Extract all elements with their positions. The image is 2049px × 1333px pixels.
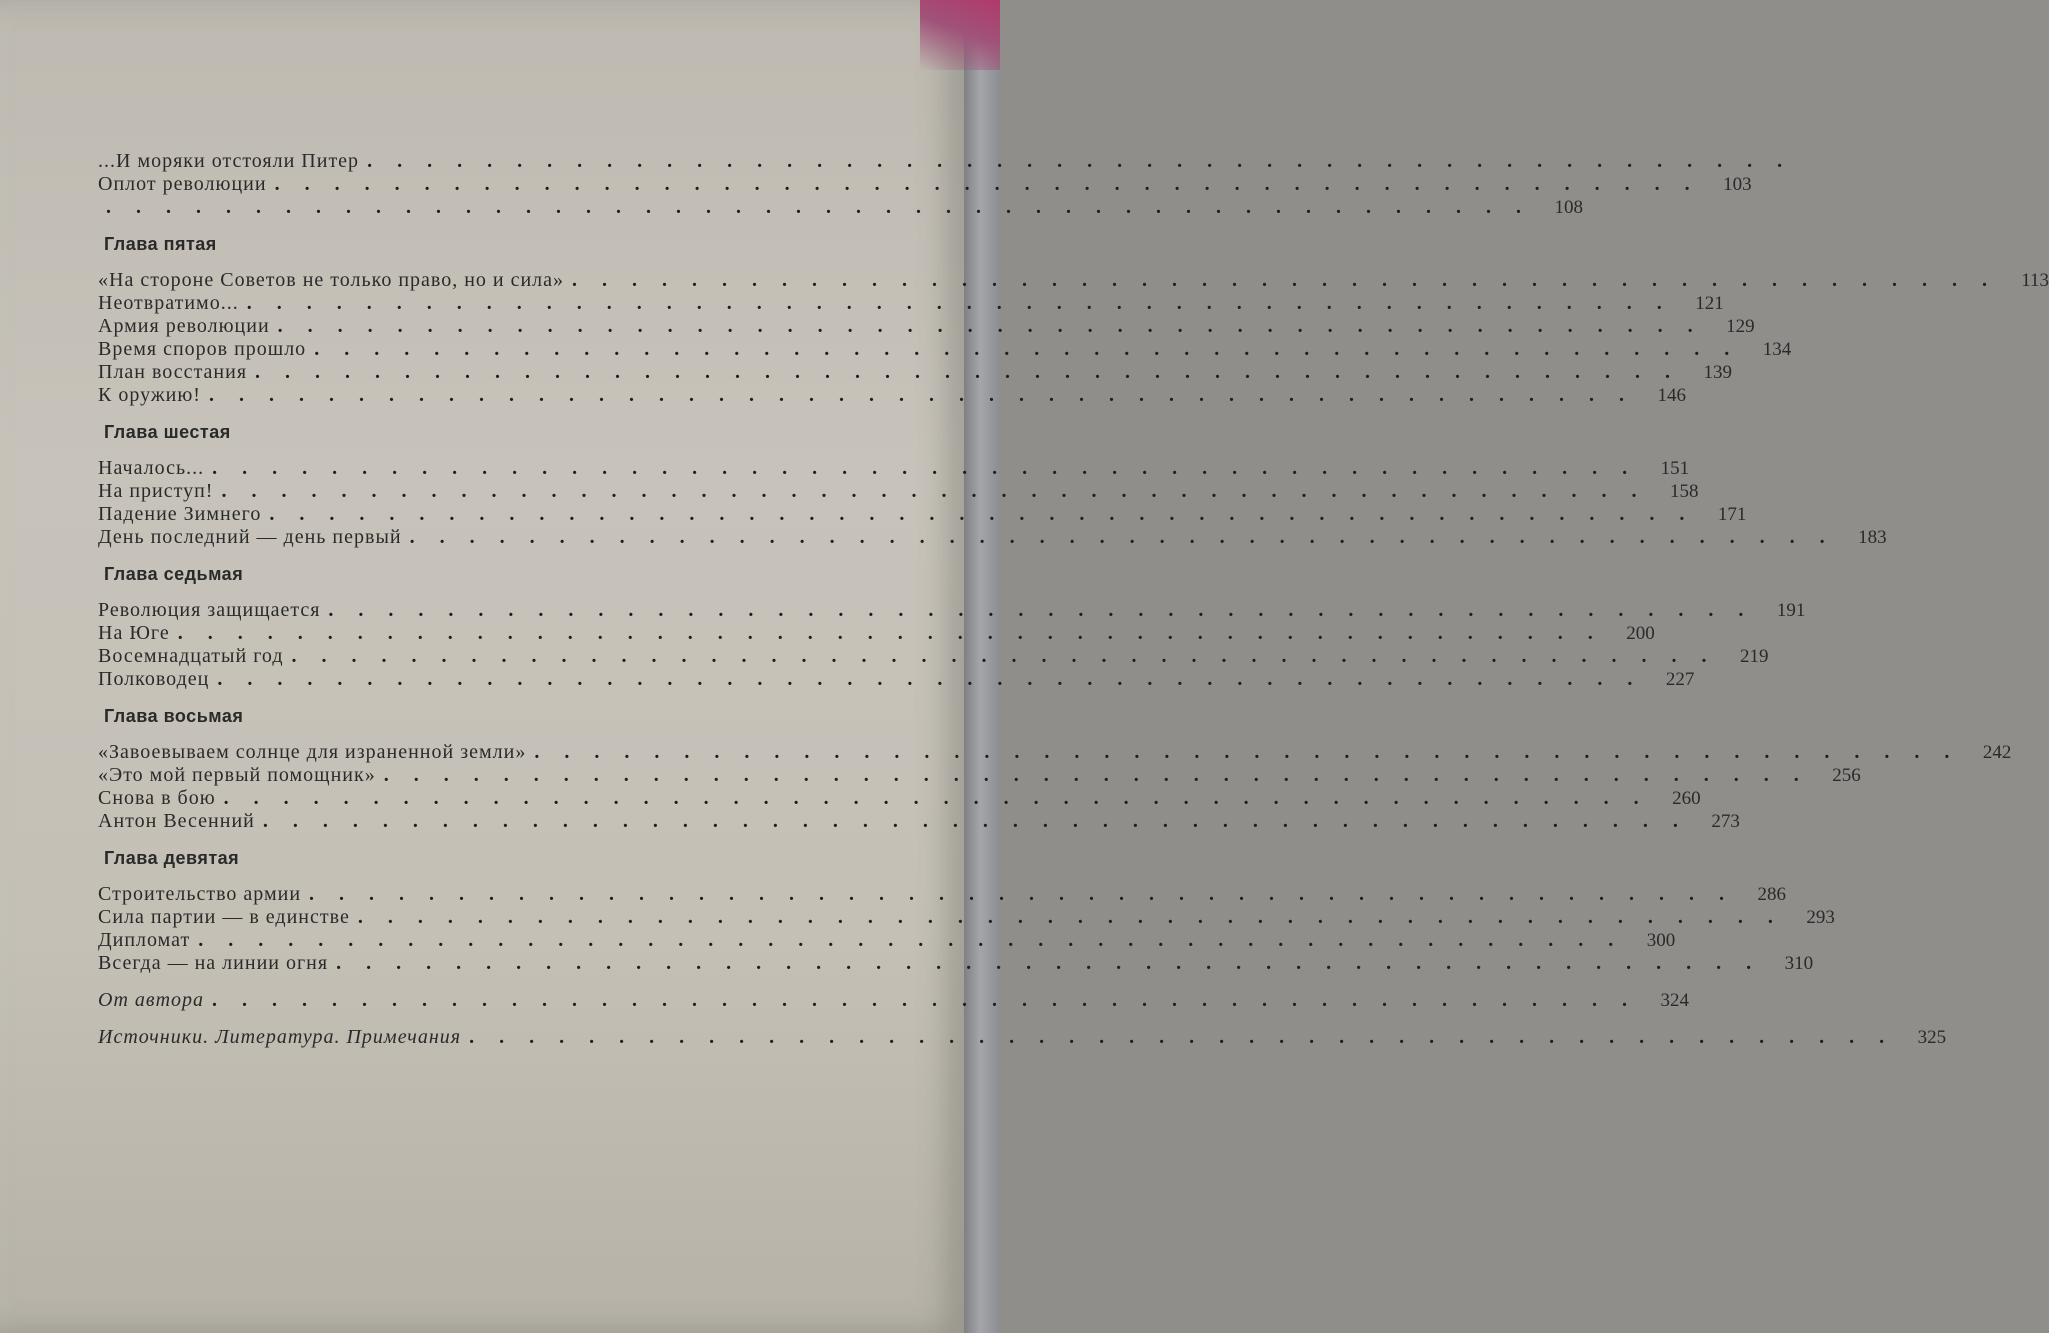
toc-entry-title: Антон Весенний: [98, 810, 255, 832]
toc-entry-page: 134: [1762, 339, 1792, 360]
toc-entry: [90, 361, 1733, 384]
toc-entry: [90, 810, 1740, 833]
toc-section: [90, 233, 2049, 407]
toc-entry: [90, 952, 1814, 975]
dot-leader: . . . . . . . . . . . . . . . . . . . . . . . . . . . . . . . . . . . . . . . . . . . . . . . .: [221, 480, 1647, 502]
toc-entry-title: Снова в бою: [98, 787, 216, 809]
toc-entry-title: План восстания: [98, 361, 248, 383]
dot-leader: . . . . . . . . . . . . . . . . . . . . . . . . . . . . . . . . . . . . . . . . . . . . . . . .: [106, 196, 1531, 218]
toc-entry-page: 273: [1711, 811, 1740, 832]
dot-leader: . . . . . . . . . . . . . . . . . . . . . . . . . . . . . . . . . . . . . . . . . . . . . . . .: [177, 622, 1603, 644]
toc-entry: [90, 764, 1861, 787]
toc-entry: [90, 741, 2012, 764]
dot-leader: . . . . . . . . . . . . . . . . . . . . . . . . . . . . . . . . . . . . . . . . . . . . . . . .: [328, 599, 1754, 621]
toc-entry-page: 183: [1858, 527, 1887, 548]
toc-entry-page: 129: [1726, 316, 1755, 337]
toc-section: [90, 705, 2012, 833]
toc-entry-page: 191: [1776, 600, 1806, 621]
toc-entry-title: Революция защищается: [98, 599, 321, 621]
dot-leader: . . . . . . . . . . . . . . . . . . . . . . . . . . . . . . . . . . . . . . . . . . . . . . . .: [277, 315, 1703, 337]
toc-entry: [90, 457, 1690, 480]
toc-entry-page: 260: [1672, 788, 1701, 809]
toc-entry-page: 151: [1660, 458, 1690, 479]
toc-entry: [90, 150, 1793, 173]
toc-entry: [90, 338, 1792, 361]
dot-leader: . . . . . . . . . . . . . . . . . . . . . . . . . . . . . . . . . . . . . . . . . . . . . . . .: [262, 810, 1688, 832]
toc-entry-title: Армия революции: [98, 315, 270, 337]
toc-entry: [90, 480, 1699, 503]
dot-leader: . . . . . . . . . . . . . . . . . . . . . . . . . . . . . . . . . . . . . . . . . . . . . . . .: [291, 645, 1717, 667]
toc-entry-page: 158: [1669, 481, 1699, 502]
dot-leader: . . . . . . . . . . . . . . . . . . . . . . . . . . . . . . . . . . . . . . . . . . . . . . . .: [223, 787, 1649, 809]
toc-entry-page: 286: [1757, 884, 1787, 905]
toc-entry-title: Источники. Литература. Примечания: [98, 1026, 462, 1048]
dot-leader: . . . . . . . . . . . . . . . . . . . . . . . . . . . . . . . . . . . . . . . . . . . . . . . .: [336, 952, 1762, 974]
toc-entry-title: К оружию!: [98, 384, 201, 406]
dot-leader: . . . . . . . . . . . . . . . . . . . . . . . . . . . . . . . . . . . . . . . . . . . . . . . .: [383, 764, 1809, 786]
spacer: [90, 975, 875, 989]
toc-entry: [90, 292, 1724, 315]
back-matter: [90, 975, 1947, 1049]
toc-entry-title: От автора: [98, 989, 205, 1011]
toc-entry-page: 227: [1665, 669, 1695, 690]
dot-leader: . . . . . . . . . . . . . . . . . . . . . . . . . . . . . . . . . . . . . . . . . . . . . . . .: [269, 503, 1695, 525]
toc-entry: [90, 526, 1887, 549]
dot-leader: . . . . . . . . . . . . . . . . . . . . . . . . . . . . . . . . . . . . . . . . . . . . . . . .: [255, 361, 1681, 383]
toc-entry: [90, 503, 1747, 526]
toc-section: [90, 150, 1793, 219]
dot-leader: . . . . . . . . . . . . . . . . . . . . . . . . . . . . . . . . . . . . . . . . . . . . . . . .: [409, 526, 1835, 548]
chapter-heading: Глава шестая: [104, 422, 231, 442]
toc-entry-page: 256: [1832, 765, 1861, 786]
toc-entry-title: На Юге: [98, 622, 170, 644]
dot-leader: . . . . . . . . . . . . . . . . . . . . . . . . . . . . . . . . . . . . . . . . . . . . . . . .: [212, 457, 1638, 479]
dot-leader: . . . . . . . . . . . . . . . . . . . . . . . . . . . . . . . . . . . . . . . . . . . . . . . .: [469, 1026, 1895, 1048]
table-of-contents: [90, 150, 2049, 1049]
toc-entry-title: Полководец: [98, 668, 210, 690]
toc-entry: [90, 622, 1655, 645]
chapter-heading: Глава седьмая: [104, 564, 244, 584]
toc-entry-title: Всегда — на линии огня: [98, 952, 329, 974]
dot-leader: . . . . . . . . . . . . . . . . . . . . . . . . . . . . . . . . . . . . . . . . . . . . . . . .: [217, 668, 1643, 690]
chapter-heading: Глава пятая: [104, 234, 217, 254]
toc-entry-page: 242: [1982, 742, 2012, 763]
toc-entry-title: Сила партии — в единстве: [98, 906, 350, 928]
dot-leader: . . . . . . . . . . . . . . . . . . . . . . . . . . . . . . . . . . . . . . . . . . . . . . . .: [572, 269, 1998, 291]
dot-leader: . . . . . . . . . . . . . . . . . . . . . . . . . . . . . . . . . . . . . . . . . . . . . . . .: [367, 150, 1793, 172]
toc-entry: [90, 883, 1787, 906]
dot-leader: . . . . . . . . . . . . . . . . . . . . . . . . . . . . . . . . . . . . . . . . . . . . . . . .: [212, 989, 1638, 1011]
toc-entry-page: 219: [1740, 646, 1769, 667]
toc-entry: [90, 906, 1835, 929]
toc-entry-page: 325: [1917, 1027, 1947, 1048]
toc-entry-title: Строительство армии: [98, 883, 302, 905]
toc-entry: [90, 989, 1690, 1012]
toc-entry-page: 103: [1723, 174, 1752, 195]
toc-entry-page: 171: [1717, 504, 1747, 525]
toc-entry: [90, 173, 1752, 196]
toc-entry: [90, 269, 2049, 292]
toc-entry-page: 300: [1646, 930, 1676, 951]
toc-entry-page: 146: [1657, 385, 1686, 406]
toc-entry: [90, 668, 1695, 691]
toc-entry-title: Началось...: [98, 457, 205, 479]
toc-entry: [90, 787, 1701, 810]
toc-entry-title: День последний — день первый: [98, 526, 402, 548]
spacer: [90, 1012, 875, 1026]
dot-leader: . . . . . . . . . . . . . . . . . . . . . . . . . . . . . . . . . . . . . . . . . . . . . . . .: [314, 338, 1740, 360]
toc-entry: [90, 384, 1686, 407]
toc-entry-title: Неотвратимо...: [98, 292, 239, 314]
toc-entry-title: Время споров прошло: [98, 338, 307, 360]
toc-entry-page: 200: [1626, 623, 1655, 644]
toc-entry: [90, 196, 1583, 219]
toc-entry-page: 108: [1554, 197, 1583, 218]
toc-entry: [90, 1026, 1947, 1049]
toc-entry: [90, 929, 1676, 952]
toc-entry-title: Восемнадцатый год: [98, 645, 284, 667]
chapter-heading: Глава девятая: [104, 848, 240, 868]
toc-entry: [90, 599, 1806, 622]
toc-section: [90, 563, 1806, 691]
toc-entry-title: На приступ!: [98, 480, 214, 502]
chapter-heading: Глава восьмая: [104, 706, 244, 726]
toc-entry-title: Дипломат: [98, 929, 191, 951]
toc-entry: [90, 645, 1769, 668]
dot-leader: . . . . . . . . . . . . . . . . . . . . . . . . . . . . . . . . . . . . . . . . . . . . . . . .: [357, 906, 1783, 928]
toc-entry-title: Падение Зимнего: [98, 503, 262, 525]
toc-entry-page: 324: [1660, 990, 1690, 1011]
toc-entry-page: 113: [2021, 270, 2049, 291]
dot-leader: . . . . . . . . . . . . . . . . . . . . . . . . . . . . . . . . . . . . . . . . . . . . . . . .: [246, 292, 1672, 314]
toc-entry-page: 121: [1695, 293, 1724, 314]
toc-entry-title: «На стороне Советов не только право, но и сила»: [98, 269, 565, 291]
toc-section: [90, 847, 1835, 975]
toc-entry-page: 293: [1806, 907, 1835, 928]
dot-leader: . . . . . . . . . . . . . . . . . . . . . . . . . . . . . . . . . . . . . . . . . . . . . . . .: [208, 384, 1634, 406]
toc-entry-title: Оплот революции: [98, 173, 267, 195]
dot-leader: . . . . . . . . . . . . . . . . . . . . . . . . . . . . . . . . . . . . . . . . . . . . . . . .: [534, 741, 1960, 763]
toc-entry-title: «Это мой первый помощник»: [98, 764, 376, 786]
toc-entry-title: ...И моряки отстояли Питер: [98, 150, 360, 172]
toc-entry-page: 139: [1703, 362, 1733, 383]
toc-entry-title: «Завоевываем солнце для израненной земли»: [98, 741, 527, 763]
dot-leader: . . . . . . . . . . . . . . . . . . . . . . . . . . . . . . . . . . . . . . . . . . . . . . . .: [198, 929, 1624, 951]
book-cover-corner: [920, 0, 1000, 70]
toc-entry-page: 310: [1784, 953, 1814, 974]
dot-leader: . . . . . . . . . . . . . . . . . . . . . . . . . . . . . . . . . . . . . . . . . . . . . . . .: [274, 173, 1700, 195]
dot-leader: . . . . . . . . . . . . . . . . . . . . . . . . . . . . . . . . . . . . . . . . . . . . . . . .: [309, 883, 1735, 905]
toc-section: [90, 421, 1887, 549]
toc-entry: [90, 315, 1755, 338]
